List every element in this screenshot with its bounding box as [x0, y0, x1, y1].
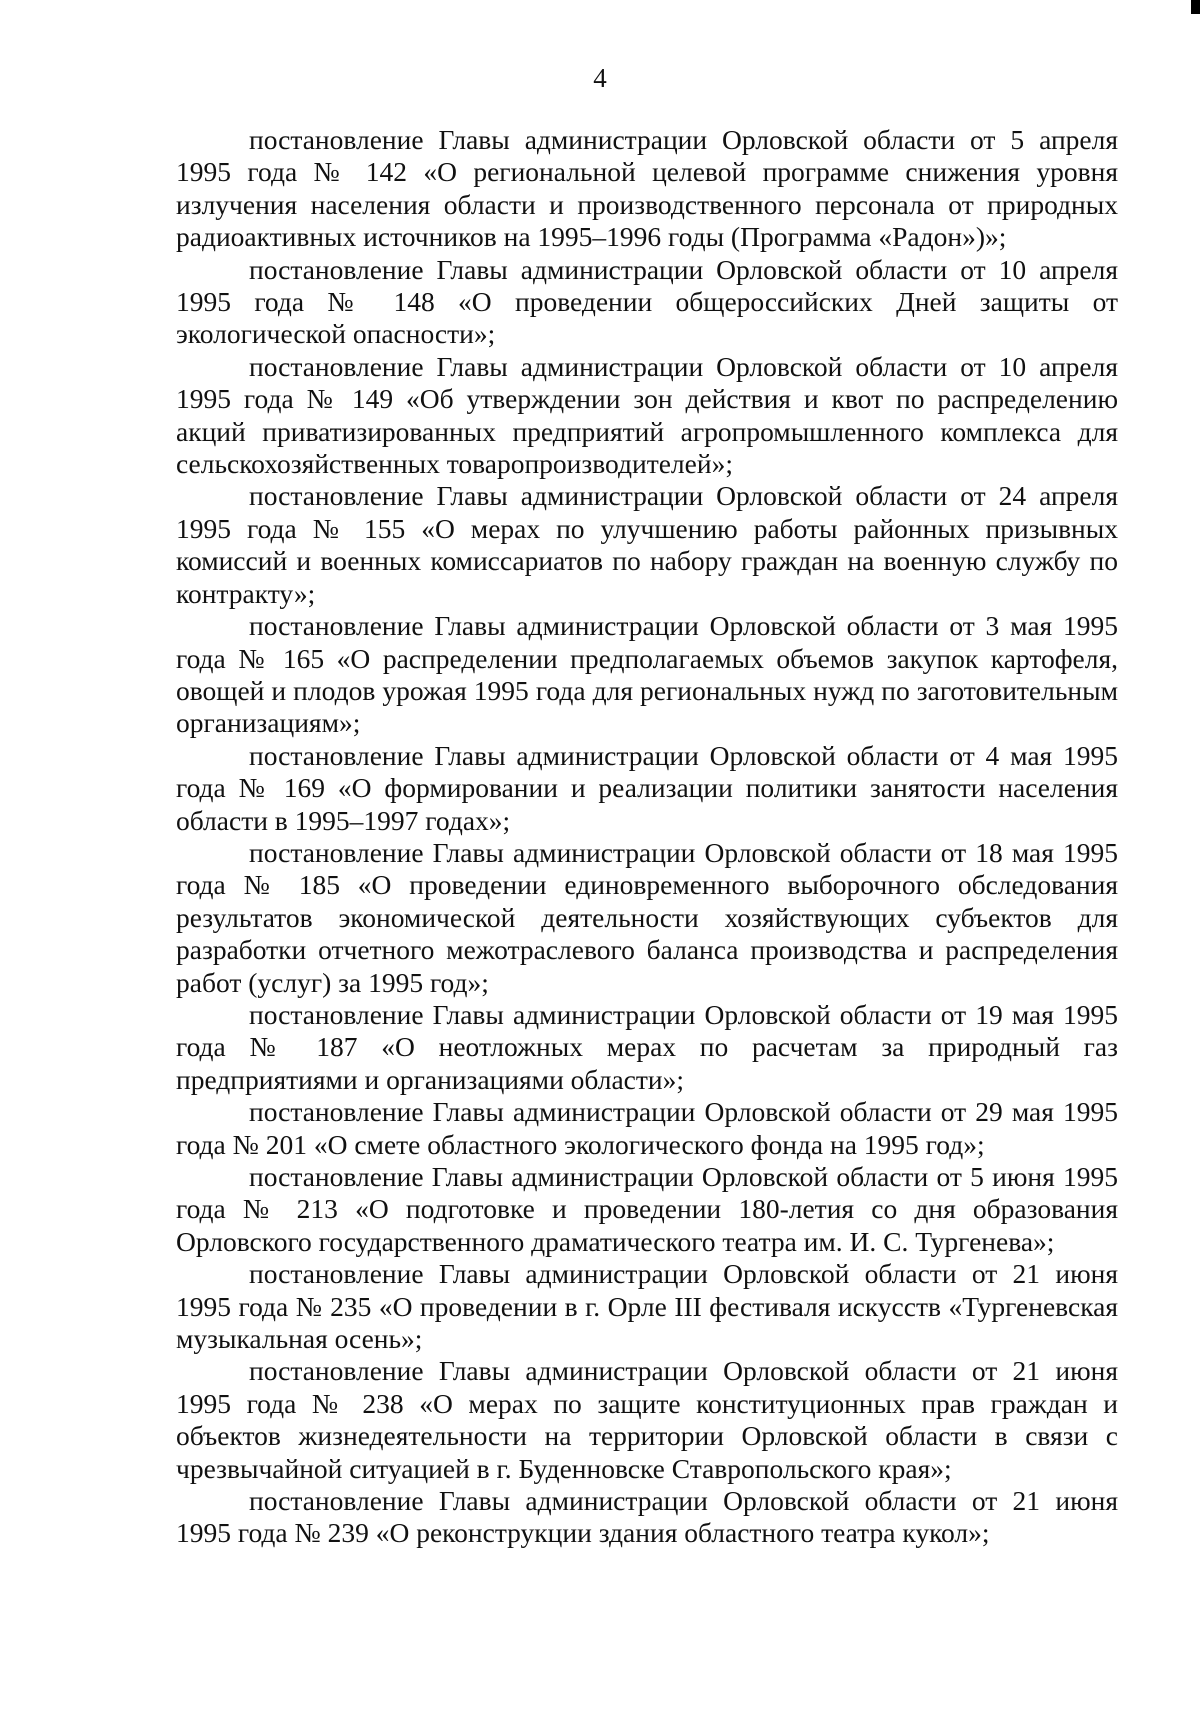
list-item-resolution: постановление Главы администрации Орловской области от 21 июня 1995 года № 235 «О проведении в г. Орле III фестиваля искусств «Тургеневская музыкальная осень»;	[176, 1258, 1118, 1355]
list-item-resolution: постановление Главы администрации Орловской области от 19 мая 1995 года № 187 «О неотложных мерах по расчетам за природный газ предприятиями и организациями области»;	[176, 998, 1118, 1095]
scan-edge-mark	[1191, 0, 1200, 14]
list-item-resolution: постановление Главы администрации Орловской области от 21 июня 1995 года № 239 «О реконструкции здания областного театра кукол»;	[176, 1485, 1118, 1549]
page-number: 4	[593, 63, 607, 93]
list-item-resolution: постановление Главы администрации Орловской области от 29 мая 1995 года № 201 «О смете областного экологического фонда на 1995 год»;	[176, 1096, 1118, 1160]
list-item-resolution: постановление Главы администрации Орловской области от 18 мая 1995 года № 185 «О проведении единовременного выборочного обследования результатов экономической деятельности хозяйствующих субъектов для разработки отчетного межотраслевого баланса производства и распределения работ (услуг) за 1995 год»;	[176, 836, 1118, 998]
list-item-resolution: постановление Главы администрации Орловской области от 21 июня 1995 года № 238 «О мерах по защите конституционных прав граждан и объектов жизнедеятельности на территории Орловской области в связи с чрезвычайной ситуацией в г. Буденновске Ставропольского края»;	[176, 1355, 1118, 1484]
list-item-resolution: постановление Главы администрации Орловской области от 5 апреля 1995 года № 142 «О региональной целевой программе снижения уровня излучения населения области и производственного персонала от природных радиоактивных источников на 1995–1996 годы (Программа «Радон»)»;	[176, 124, 1118, 253]
list-item-resolution: постановление Главы администрации Орловской области от 5 июня 1995 года № 213 «О подготовке и проведении 180-летия со дня образования Орловского государственного драматического театра им. И. С. Тургенева»;	[176, 1161, 1118, 1257]
list-item-resolution: постановление Главы администрации Орловской области от 24 апреля 1995 года № 155 «О мерах по улучшению работы районных призывных комиссий и военных комиссариатов по набору граждан на военную службу по контракту»;	[176, 480, 1118, 609]
list-item-resolution: постановление Главы администрации Орловской области от 4 мая 1995 года № 169 «О формировании и реализации политики занятости населения области в 1995–1997 годах»;	[176, 739, 1118, 836]
list-item-resolution: постановление Главы администрации Орловской области от 10 апреля 1995 года № 149 «Об утверждении зон действия и квот по распределению акций приватизированных предприятий агропромышленного комплекса для сельскохозяйственных товаропроизводителей»;	[176, 350, 1118, 480]
list-item-resolution: постановление Главы администрации Орловской области от 10 апреля 1995 года № 148 «О проведении общероссийских Дней защиты от экологической опасности»;	[176, 253, 1118, 350]
document-body	[176, 124, 1118, 1550]
list-item-resolution: постановление Главы администрации Орловской области от 3 мая 1995 года № 165 «О распределении предполагаемых объемов закупок картофеля, овощей и плодов урожая 1995 года для региональных нужд по заготовительным организациям»;	[176, 610, 1118, 739]
